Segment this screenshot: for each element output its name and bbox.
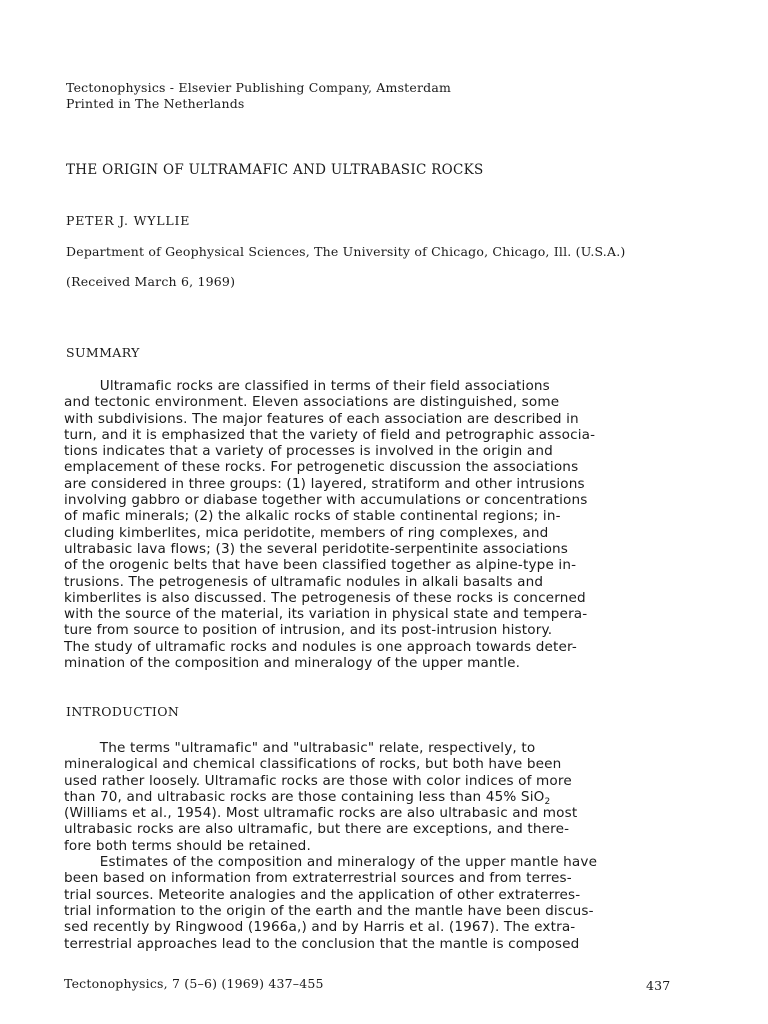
text-line: with subdivisions. The major features of each association are described in [64,410,579,427]
text-line: with the source of the material, its variation in physical state and tempera- [64,606,588,623]
footer-citation: Tectonophysics, 7 (5–6) (1969) 437–455 [64,976,324,991]
text-line: The terms "ultramafic" and "ultrabasic" relate, respectively, to [64,740,536,756]
text-line: mineralogical and chemical classifications of rocks, but both have been [64,756,562,773]
text-line: involving gabbro or diabase together with accumulations or concentrations [64,492,588,509]
received-date: (Received March 6, 1969) [66,274,236,289]
text-line: trial information to the origin of the earth and the mantle have been discus- [64,902,594,919]
text-line: turn, and it is emphasized that the variety of field and petrographic associa- [64,426,596,443]
text-line: ultrabasic lava flows; (3) the several peridotite-serpentinite associations [64,540,569,557]
introduction-body [64,740,684,952]
text-line-with-formula [64,789,684,805]
author-affiliation: Department of Geophysical Sciences, The University of Chicago, Chicago, Ill. (U.S.A.) [66,244,626,259]
text-line: kimberlites is also discussed. The petrogenesis of these rocks is concerned [64,589,586,606]
text-line: Estimates of the composition and mineralogy of the upper mantle have [64,854,598,871]
text-line: fore both terms should be retained. [64,837,311,854]
text-line: of mafic minerals; (2) the alkalic rocks of stable continental regions; in- [64,508,561,525]
author-name: PETER J. WYLLIE [66,213,191,228]
text-line: The study of ultramafic rocks and nodules is one approach towards deter- [64,638,577,655]
text-line: been based on information from extraterrestrial sources and from terres- [64,870,572,887]
subscript: 2 [544,796,551,807]
text-line: Ultramafic rocks are classified in terms of their field associations [64,378,550,394]
text-line: ture from source to position of intrusion, and its post-intrusion history. [64,622,553,639]
text-line: ultrabasic rocks are also ultramafic, but there are exceptions, and there- [64,821,570,838]
article-title: THE ORIGIN OF ULTRAMAFIC AND ULTRABASIC ROCKS [66,162,484,178]
text-line: and tectonic environment. Eleven associations are distinguished, some [64,394,560,411]
printed-note: Printed in The Netherlands [66,96,245,111]
summary-body [64,378,684,671]
text-line: of the orogenic belts that have been classified together as alpine-type in- [64,557,577,574]
text-line: tions indicates that a variety of processes is involved in the origin and [64,443,553,460]
text-line: used rather loosely. Ultramafic rocks are those with color indices of more [64,772,572,789]
text-line: are considered in three groups: (1) layered, stratiform and other intrusions [64,475,585,492]
text-line: sed recently by Ringwood (1966a,) and by Harris et al. (1967). The extra- [64,919,576,936]
text-line: cluding kimberlites, mica peridotite, members of ring complexes, and [64,524,549,541]
text-line: mination of the composition and mineralogy of the upper mantle. [64,655,521,672]
summary-heading: SUMMARY [66,345,140,360]
text-line: trusions. The petrogenesis of ultramafic nodules in alkali basalts and [64,573,544,590]
introduction-heading: INTRODUCTION [66,704,180,719]
page-number: 437 [646,978,671,993]
text-line: terrestrial approaches lead to the conclusion that the mantle is composed [64,935,580,952]
text-fragment: than 70, and ultrabasic rocks are those containing less than 45% SiO [64,788,545,805]
text-line: emplacement of these rocks. For petrogenetic discussion the associations [64,459,579,476]
text-line: (Williams et al., 1954). Most ultramafic rocks are also ultrabasic and most [64,805,578,822]
text-line: trial sources. Meteorite analogies and the application of other extraterres- [64,886,581,903]
journal-header: Tectonophysics - Elsevier Publishing Company, Amsterdam [66,80,452,95]
